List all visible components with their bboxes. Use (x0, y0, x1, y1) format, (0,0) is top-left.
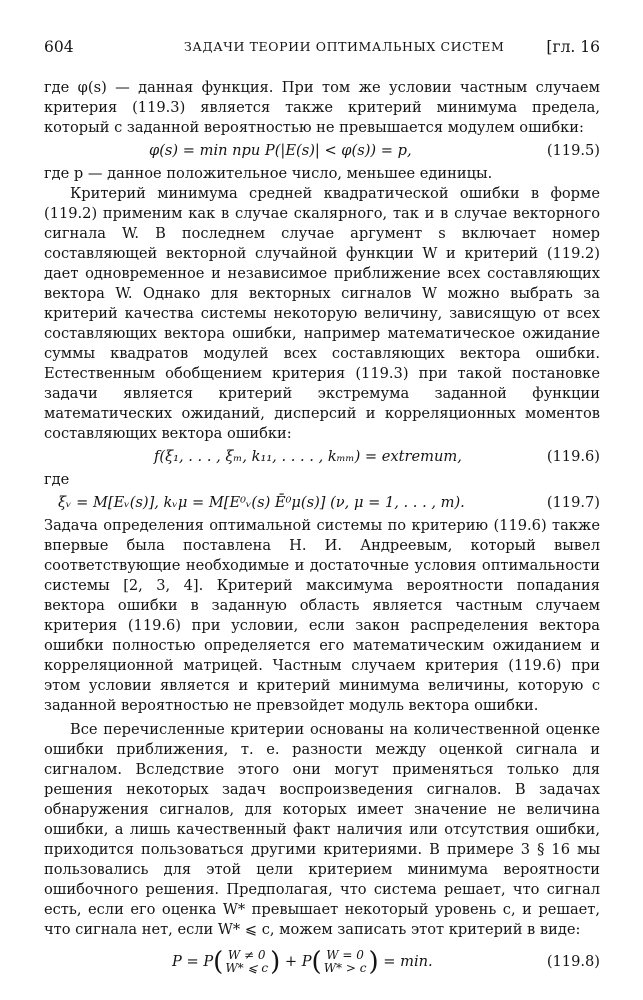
formula-119-6 (44, 444, 600, 470)
formula-lhs: P = P (172, 953, 214, 970)
formula-rhs: = min. (383, 953, 433, 970)
formula-expression: φ(s) = min при P(|E(s)| < φ(s)) = p, (149, 142, 412, 159)
running-title: ЗАДАЧИ ТЕОРИИ ОПТИМАЛЬНЫХ СИСТЕМ (184, 39, 505, 54)
stacked-condition-1 (225, 949, 268, 975)
close-paren: ) (368, 947, 379, 977)
paragraph-4: где (44, 471, 70, 488)
formula-number: (119.8) (546, 953, 600, 970)
formula-number: (119.5) (546, 142, 600, 159)
book-page (44, 38, 600, 984)
stacked-condition-2 (324, 949, 367, 975)
condition-bottom: W* ⩽ c (225, 961, 269, 975)
condition-bottom: W* > c (323, 961, 367, 975)
paragraph-6: Все перечисленные критерии основаны на количественной оценке ошибки приближения, т. е. разности между оценкой сигнала и сигналом. Вследствие этого они могут применяться только для решения некоторых задач воспроизведения сигналов. В задачах обнаружения сигналов, для которых имеет значение не величина ошибки, а лишь качественный факт наличия или отсутствия ошибки, приходится пользоваться другими критериями. В примере 3 § 16 мы пользовались для этой цели критерием минимума вероятности ошибочного решения. Предполагая, что система решает, что сигнал есть, если его оценка W* превышает некоторый уровень c, и решает, что сигнала нет, если W* ⩽ c, можем записать этот критерий в виде: (44, 721, 600, 938)
condition-top: W = 0 (326, 948, 364, 962)
close-paren: ) (270, 947, 281, 977)
formula-119-8 (44, 940, 600, 984)
formula-expression: ξᵥ = M[Eᵥ(s)], kᵥμ = M[E⁰ᵥ(s) Ē⁰μ(s)] (ν, μ = 1, . . . , m). (58, 494, 465, 511)
running-header (44, 38, 600, 64)
formula-number: (119.6) (546, 448, 600, 465)
paragraph-1: где φ(s) — данная функция. При том же условии частным случаем критерия (119.3) является также критерий минимума предела, который с заданной вероятностью не превышается модулем ошибки: (44, 79, 600, 136)
formula-119-7 (44, 490, 600, 516)
formula-expression: f(ξ₁, . . . , ξₘ, k₁₁, . . . . , kₘₘ) = extremum, (154, 448, 462, 465)
open-paren: ( (213, 947, 224, 977)
formula-119-5 (44, 138, 600, 164)
chapter-label: [гл. 16 (546, 38, 600, 56)
condition-top: W ≠ 0 (227, 948, 266, 962)
paragraph-5: Задача определения оптимальной системы по критерию (119.6) также впервые была поставлена Н. И. Андреевым, который вывел соответствующие необходимые и достаточные условия оптимальности системы [2, 3, 4]. Критерий максимума вероятности попадания вектора ошибки в заданную область является частным случаем критерия (119.6) при условии, если закон распределения вектора ошибки полностью определяется его математическим ожиданием и корреляционной матрицей. Частным случаем критерия (119.6) при этом условии является и критерий минимума величины, которую с заданной вероятностью не превзойдет модуль вектора ошибки. (44, 517, 600, 714)
formula-plus: + P (284, 953, 312, 970)
page-number: 604 (44, 38, 74, 56)
page-body (44, 78, 600, 984)
formula-expression (172, 949, 433, 975)
open-paren: ( (311, 947, 322, 977)
formula-number: (119.7) (546, 494, 600, 511)
paragraph-2: где p — данное положительное число, меньшее единицы. (44, 165, 493, 182)
paragraph-3: Критерий минимума средней квадратической ошибки в форме (119.2) применим как в случае скалярного, так и в случае векторного сигнала W. В последнем случае аргумент s включает номер составляющей векторной случайной функции W и критерий (119.2) дает одновременное и независимое приближение всех составляющих вектора W. Однако для векторных сигналов W можно выбрать за критерий качества системы некоторую величину, зависящую от всех составляющих вектора ошибки, например математическое ожидание суммы квадратов модулей всех составляющих вектора ошибки. Естественным обобщением критерия (119.3) при такой постановке задачи является критерий экстремума заданной функции математических ожиданий, дисперсий и корреляционных моментов составляющих вектора ошибки: (44, 185, 600, 442)
